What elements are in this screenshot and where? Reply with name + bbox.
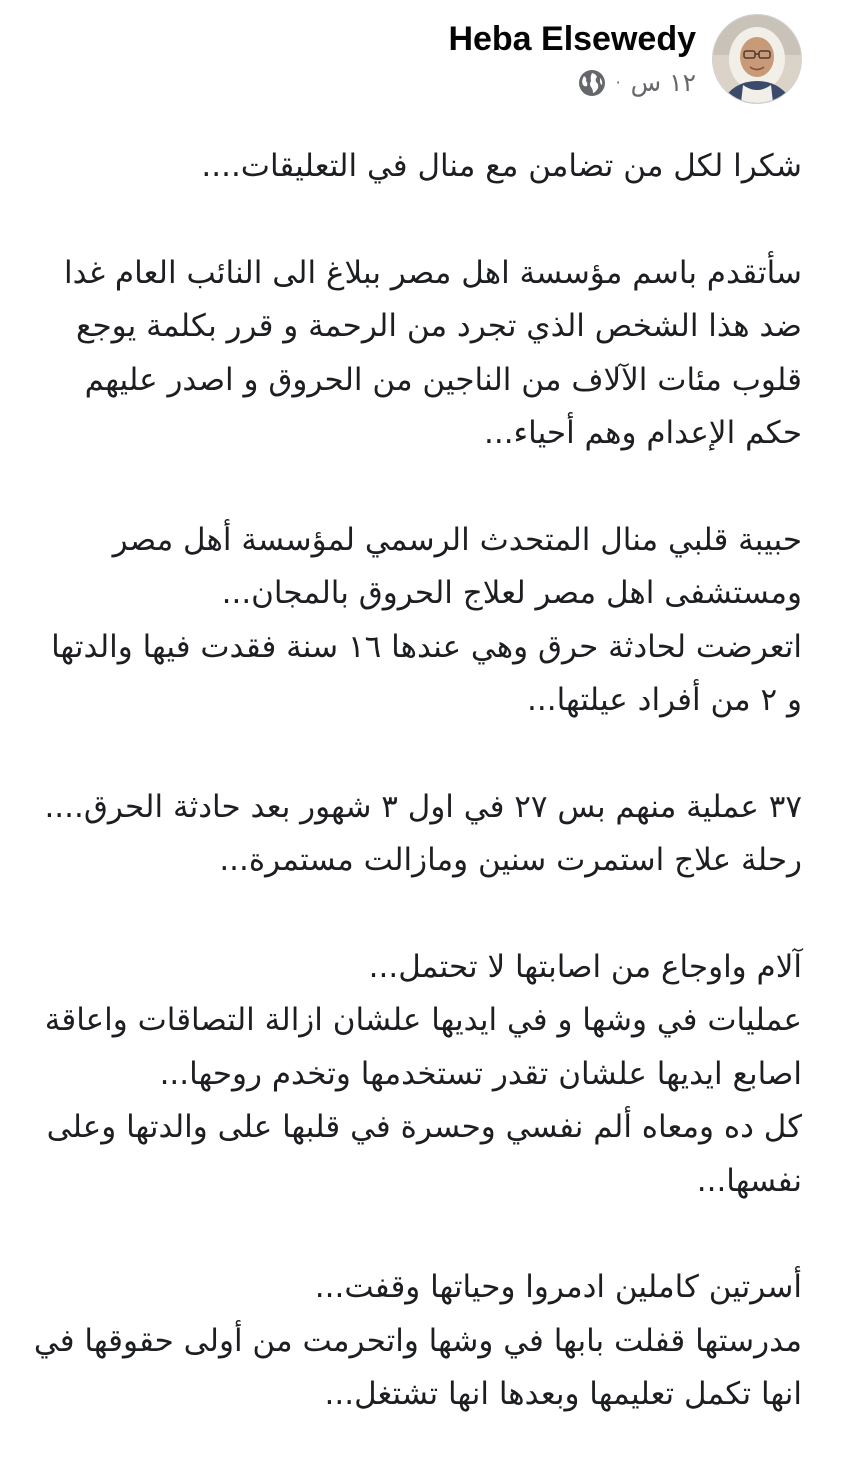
post-header bbox=[448, 14, 802, 110]
paragraph bbox=[42, 247, 802, 461]
post-subline bbox=[578, 68, 696, 98]
profile-photo-icon bbox=[713, 15, 801, 103]
post-body bbox=[33, 140, 802, 1475]
text-line: مدرستها قفلت بابها في وشها واتحرمت من أولى حقوقها في bbox=[33, 1322, 802, 1359]
text-line: حبيبة قلبي منال المتحدث الرسمي لمؤسسة أهل مصر bbox=[112, 521, 802, 558]
text-line: و ٢ من أفراد عيلتها... bbox=[527, 682, 802, 718]
text-line: رحلة علاج استمرت سنين ومازالت مستمرة... bbox=[219, 842, 802, 878]
avatar[interactable] bbox=[712, 14, 802, 104]
author-name[interactable]: Heba Elsewedy bbox=[448, 20, 696, 58]
globe-icon[interactable] bbox=[578, 69, 606, 97]
paragraph bbox=[42, 941, 802, 1209]
text-line: شكرا لكل من تضامن مع منال في التعليقات.... bbox=[201, 148, 802, 184]
text-line: ومستشفى اهل مصر لعلاج الحروق بالمجان... bbox=[221, 575, 802, 611]
text-line: كل ده ومعاه ألم نفسي وحسرة في قلبها على والدتها وعلى bbox=[46, 1109, 802, 1145]
text-line: عمليات في وشها و في ايديها علشان ازالة التصاقات واعاقة bbox=[44, 1002, 802, 1038]
post-meta bbox=[448, 18, 696, 98]
text-line: سأتقدم باسم مؤسسة اهل مصر ببلاغ الى النائب العام غدا bbox=[63, 254, 802, 291]
text-line: انها تكمل تعليمها وبعدها انها تشتغل... bbox=[324, 1376, 802, 1412]
meta-separator: · bbox=[615, 73, 621, 92]
post-timestamp[interactable]: ١٢ س bbox=[630, 68, 696, 97]
text-line: حكم الإعدام وهم أحياء... bbox=[483, 415, 802, 451]
paragraph bbox=[42, 781, 802, 888]
paragraph bbox=[33, 1261, 802, 1422]
text-line: اصابع ايديها علشان تقدر تستخدمها وتخدم روحها... bbox=[159, 1055, 802, 1092]
paragraph bbox=[42, 514, 802, 728]
text-line: آلام واوجاع من اصابتها لا تحتمل... bbox=[368, 948, 802, 985]
paragraph bbox=[42, 140, 802, 194]
text-line: قلوب مئات الآلاف من الناجين من الحروق و اصدر عليهم bbox=[84, 361, 802, 398]
text-line: اتعرضت لحادثة حرق وهي عندها ١٦ سنة فقدت فيها والدتها bbox=[51, 628, 802, 665]
text-line: أسرتين كاملين ادمروا وحياتها وقفت... bbox=[314, 1269, 802, 1305]
text-line: ٣٧ عملية منهم بس ٢٧ في اول ٣ شهور بعد حادثة الحرق.... bbox=[44, 788, 802, 825]
text-line: نفسها... bbox=[696, 1162, 802, 1199]
text-line: ضد هذا الشخص الذي تجرد من الرحمة و قرر بكلمة يوجع bbox=[75, 308, 802, 344]
